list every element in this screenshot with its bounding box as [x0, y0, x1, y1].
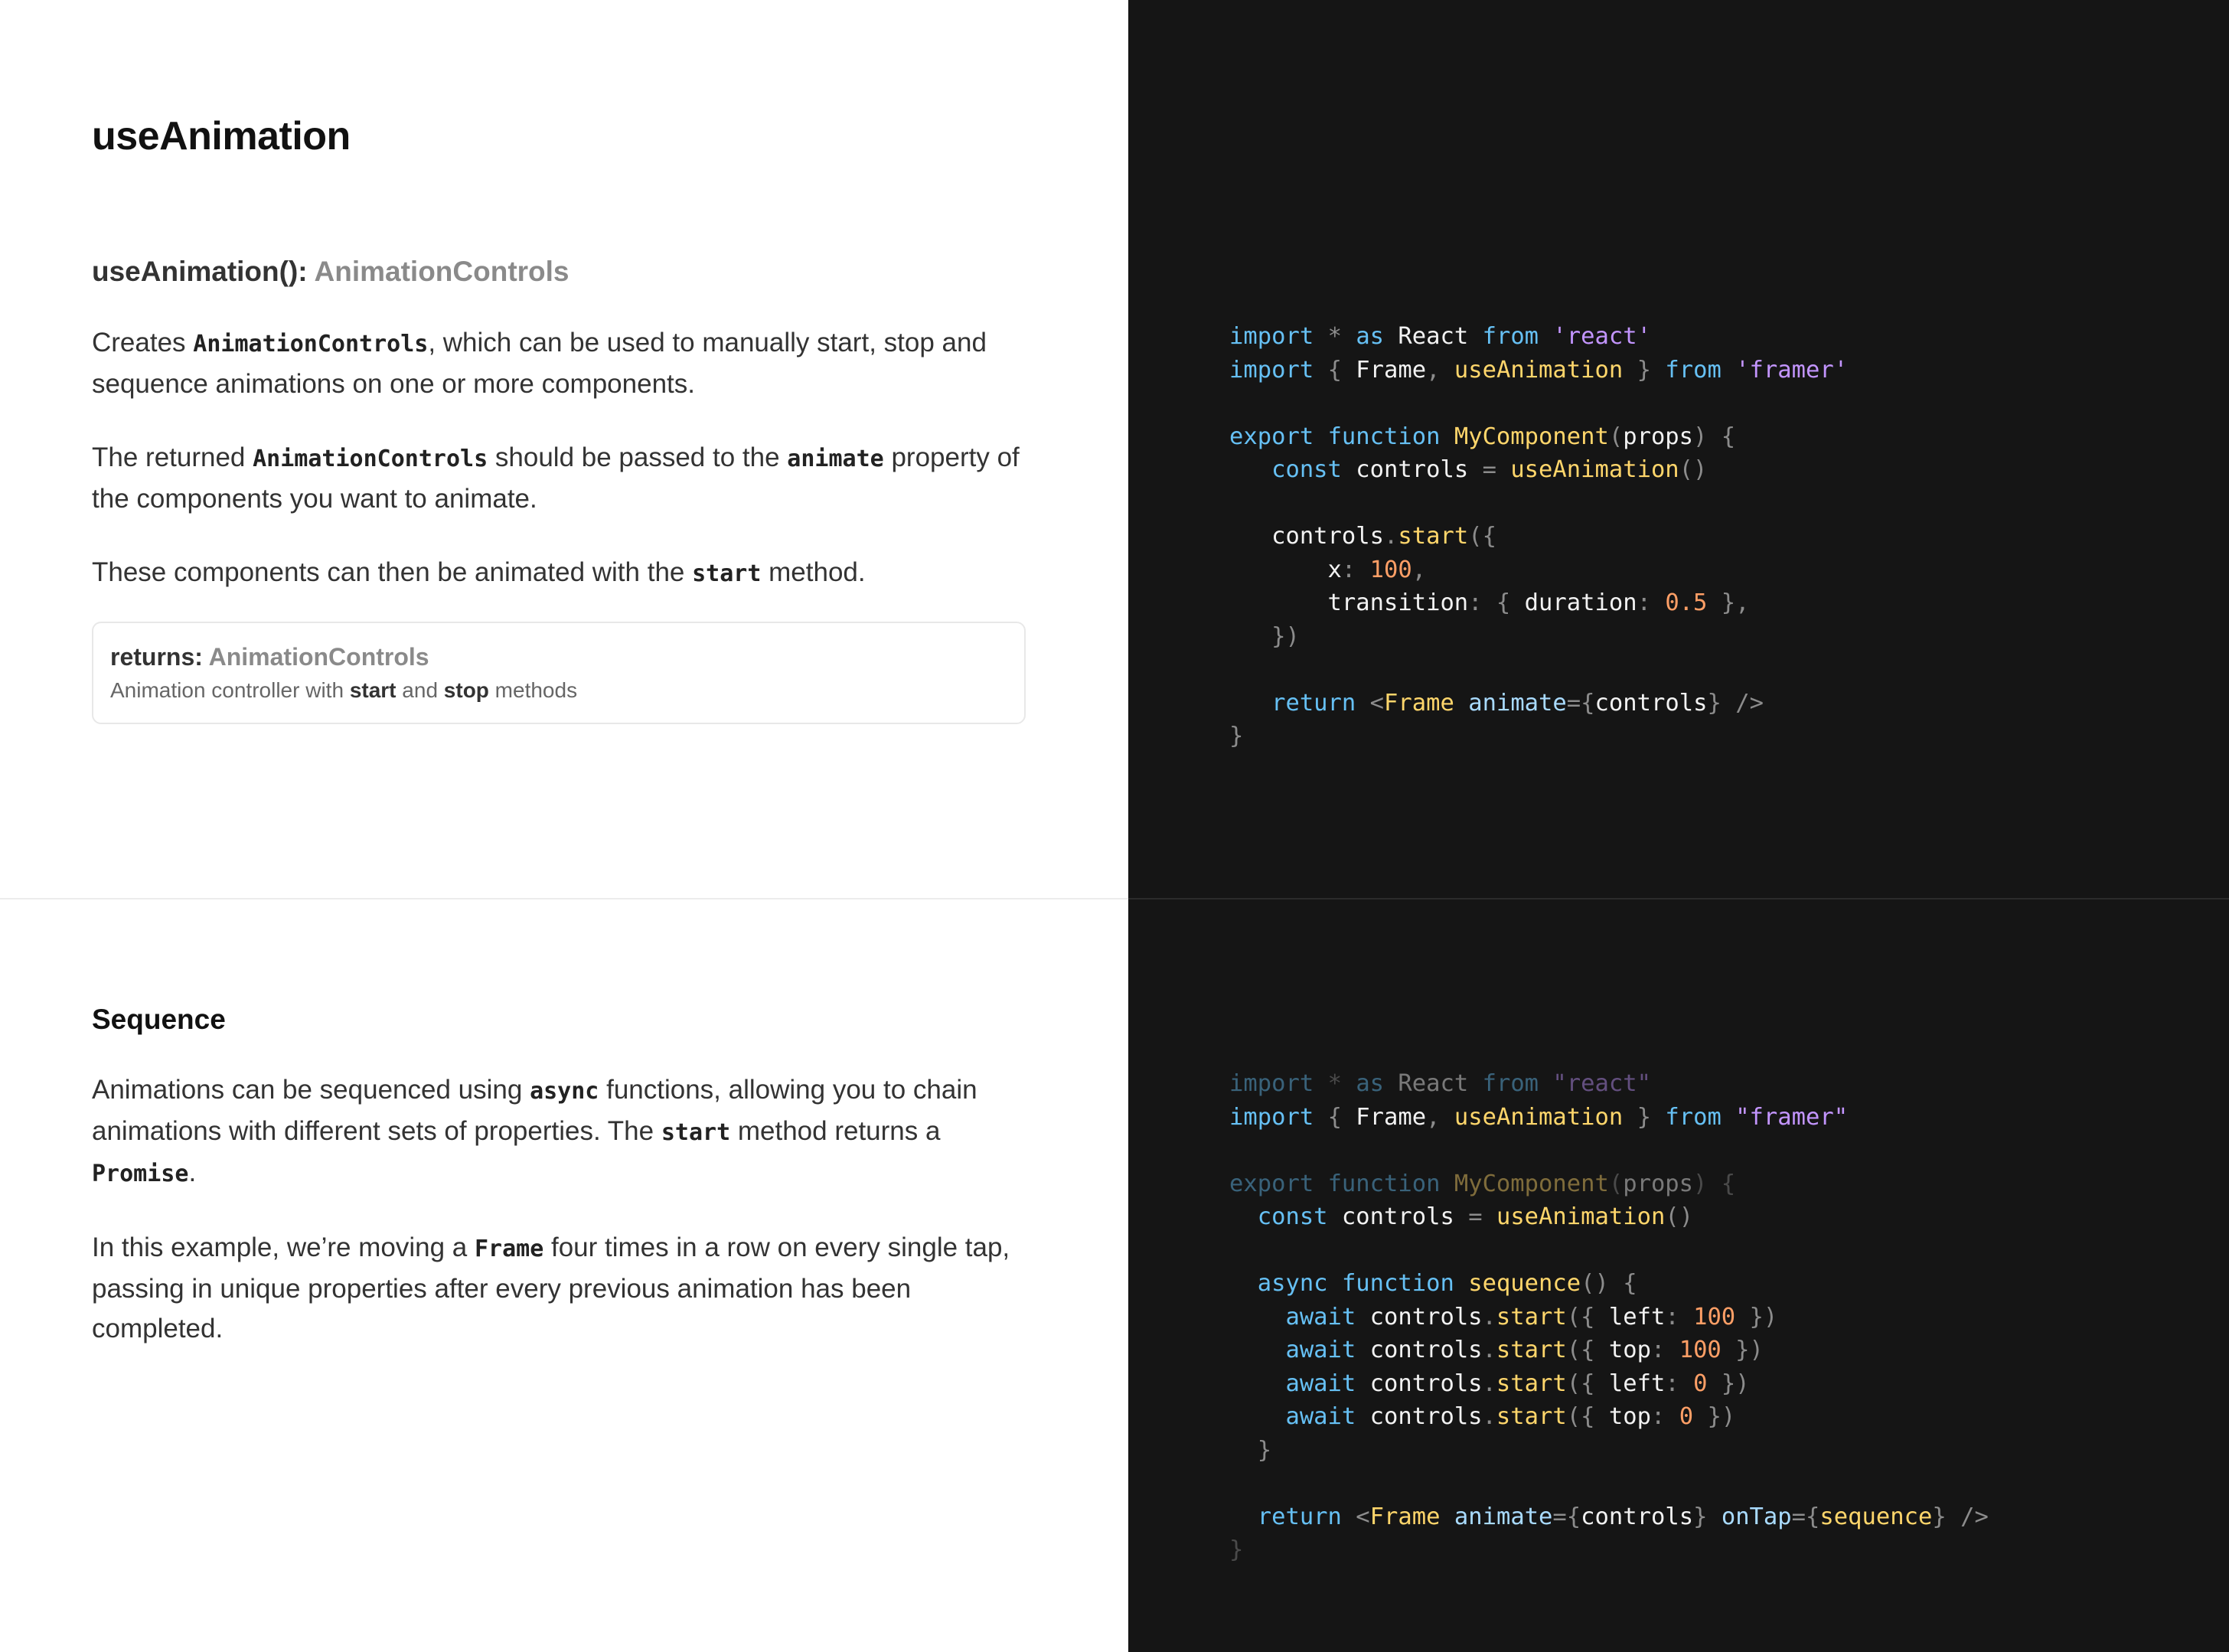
returns-desc-and: and — [396, 678, 444, 702]
p3-text-after: method. — [761, 557, 866, 587]
inline-code: AnimationControls — [193, 331, 429, 357]
paragraph-3 — [92, 553, 1041, 594]
description — [92, 323, 1041, 594]
signature-name: useAnimation(): — [92, 256, 308, 287]
inline-code: async — [530, 1078, 599, 1105]
code-block-sequence[interactable]: import * as React from "react" import { Frame, useAnimation } from "framer" export function MyComponent(props) { const controls = useAnimation() async function sequence() { await controls.start({ left: 100 }) await controls.start({ top: 100 }) await controls.start({ left: 0 }) await controls.start({ top: 0 }) } return <Frame animate={controls} onTap={sequence} /> } — [1229, 1070, 1989, 1563]
returns-type: AnimationControls — [208, 643, 429, 671]
code-block-use-animation[interactable]: import * as React from 'react' import { Frame, useAnimation } from 'framer' export function MyComponent(props) { const controls = useAnimation() controls.start({ x: 100, transition: { duration: 0.5 }, }) return <Frame animate={controls} /> } — [1229, 323, 1849, 749]
section-divider — [0, 898, 1128, 899]
signature-return-type: AnimationControls — [314, 256, 569, 287]
seq-p1-after: . — [188, 1157, 197, 1187]
page-title: useAnimation — [92, 114, 351, 158]
p2-text-middle: should be passed to the — [488, 442, 788, 472]
seq-p1-middle2: method returns a — [730, 1116, 941, 1146]
returns-heading — [110, 642, 1007, 672]
inline-code: AnimationControls — [253, 446, 488, 472]
returns-desc-before: Animation controller with — [110, 678, 350, 702]
p1-text-before: Creates — [92, 328, 194, 357]
returns-card — [92, 622, 1026, 724]
inline-code: Promise — [92, 1161, 189, 1187]
sequence-description — [92, 1070, 1041, 1349]
p3-text-before: These components can then be animated with the — [92, 557, 693, 587]
p2-text-before: The returned — [92, 442, 253, 472]
returns-start: start — [349, 678, 397, 702]
p2-text-after: property of the components you want to animate. — [92, 442, 1020, 514]
inline-code: start — [692, 560, 762, 587]
seq-p1-before: Animations can be sequenced using — [92, 1075, 530, 1105]
p1-text-after: , which can be used to manually start, stop and sequence animations on one or more components. — [92, 328, 987, 399]
seq-p2-after: four times in a row on every single tap, passing in unique properties after every previous animation has been completed. — [92, 1232, 1010, 1343]
paragraph-1 — [92, 323, 1041, 404]
section-title-sequence: Sequence — [92, 1004, 226, 1035]
seq-p1-middle: functions, allowing you to chain animations with different sets of properties. The — [92, 1075, 977, 1146]
returns-label: returns: — [110, 643, 203, 671]
section-divider — [1128, 898, 2229, 899]
returns-desc-after: methods — [488, 678, 578, 702]
sequence-paragraph-1 — [92, 1070, 1041, 1194]
function-signature — [92, 256, 569, 288]
sequence-paragraph-2 — [92, 1228, 1041, 1349]
seq-p2-before: In this example, we’re moving a — [92, 1232, 475, 1262]
inline-code: animate — [787, 446, 884, 472]
inline-code: Frame — [474, 1236, 544, 1262]
returns-stop: stop — [443, 678, 489, 702]
returns-description — [110, 677, 1007, 704]
paragraph-2 — [92, 438, 1041, 519]
inline-code: start — [661, 1119, 731, 1146]
